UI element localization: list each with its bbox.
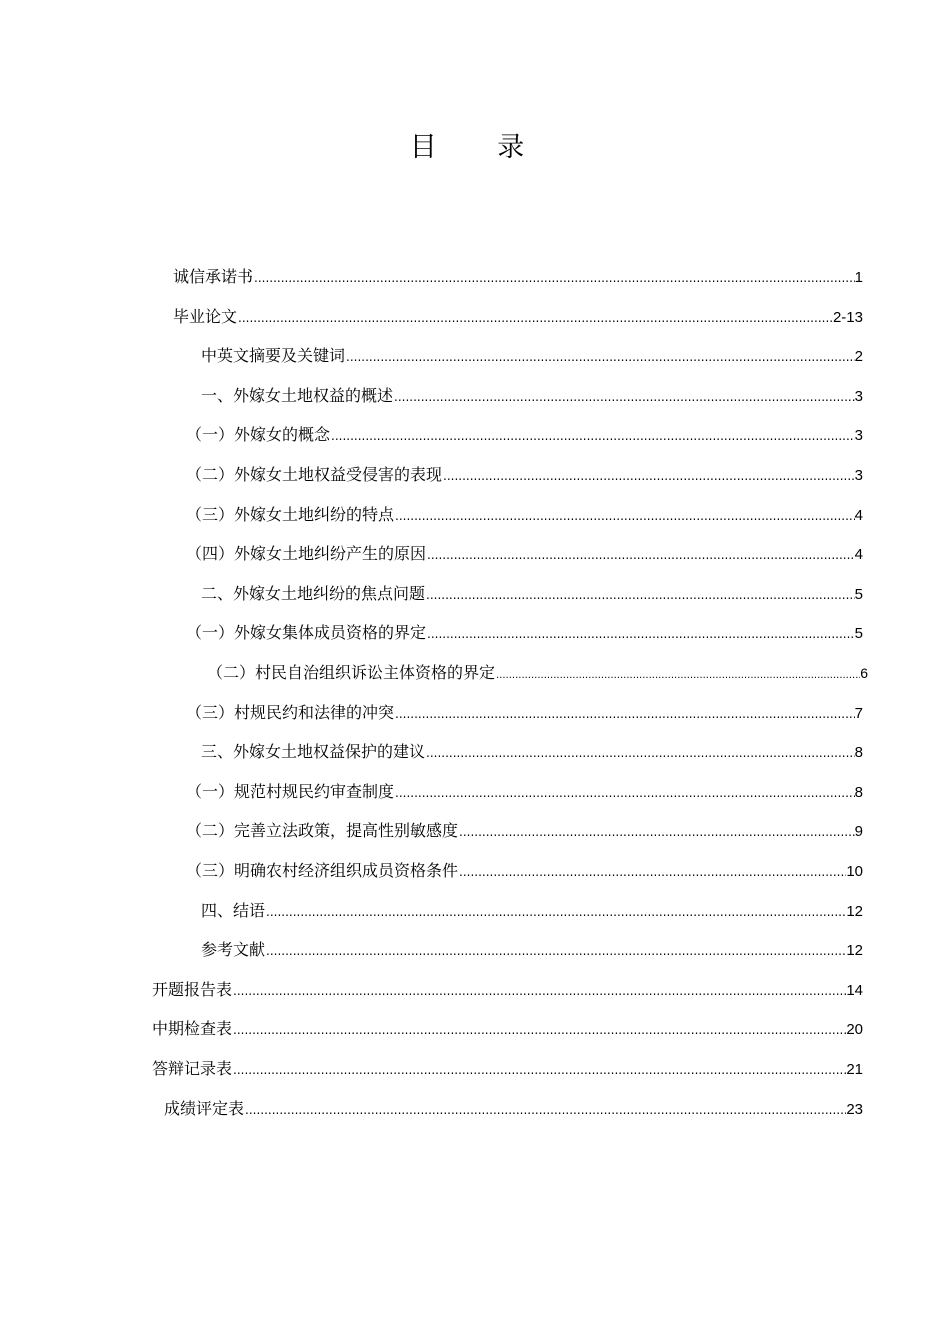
toc-entry-page: 4 bbox=[854, 507, 863, 524]
toc-entry[interactable] bbox=[152, 1054, 863, 1084]
toc-entry-label: （一）规范村规民约审查制度 bbox=[186, 782, 395, 801]
toc-entry-label: （四）外嫁女土地纠纷产生的原因 bbox=[186, 544, 427, 563]
toc-entry[interactable] bbox=[152, 1014, 863, 1044]
toc-entry-label: （二）外嫁女土地权益受侵害的表现 bbox=[186, 465, 443, 484]
toc-entry-label: （三）村规民约和法律的冲突 bbox=[186, 703, 395, 722]
toc-entry-page: 7 bbox=[854, 705, 863, 722]
dot-leader bbox=[393, 382, 855, 412]
toc-entry-label: 中英文摘要及关键词 bbox=[201, 346, 346, 365]
toc-entry[interactable] bbox=[186, 420, 863, 450]
toc-entry-label: （三）外嫁女土地纠纷的特点 bbox=[186, 505, 395, 524]
dot-leader bbox=[394, 778, 855, 808]
toc-entry-page: 8 bbox=[854, 744, 863, 761]
dot-leader bbox=[425, 580, 855, 610]
toc-entry[interactable] bbox=[186, 698, 863, 728]
toc-entry-page: 20 bbox=[846, 1021, 863, 1038]
toc-entry-page: 5 bbox=[854, 625, 863, 642]
toc-entry[interactable] bbox=[186, 856, 863, 886]
dot-leader bbox=[232, 976, 846, 1006]
dot-leader bbox=[330, 421, 855, 451]
toc-entry[interactable] bbox=[173, 302, 863, 332]
toc-entry[interactable] bbox=[186, 618, 863, 648]
toc-entry-label: 诚信承诺书 bbox=[173, 267, 254, 286]
toc-entry[interactable] bbox=[201, 896, 863, 926]
dot-leader bbox=[232, 1015, 846, 1045]
toc-entry-page: 3 bbox=[854, 427, 863, 444]
toc-entry[interactable] bbox=[207, 658, 868, 688]
dot-leader bbox=[265, 936, 846, 966]
toc-entry-page: 14 bbox=[846, 982, 863, 999]
toc-entry-page: 10 bbox=[846, 863, 863, 880]
toc-entry-label: 开题报告表 bbox=[152, 980, 233, 999]
toc-entry[interactable] bbox=[186, 777, 863, 807]
toc-entry-label: 参考文献 bbox=[201, 940, 266, 959]
toc-entry-label: （一）外嫁女集体成员资格的界定 bbox=[186, 623, 427, 642]
toc-entry-label: 答辩记录表 bbox=[152, 1059, 233, 1078]
toc-entry[interactable] bbox=[152, 975, 863, 1005]
toc-entry-page: 3 bbox=[854, 467, 863, 484]
toc-entry-page: 2 bbox=[854, 348, 863, 365]
dot-leader bbox=[495, 661, 860, 691]
dot-leader bbox=[425, 738, 855, 768]
toc-entry-page: 23 bbox=[846, 1101, 863, 1118]
dot-leader bbox=[265, 897, 846, 927]
toc-entry[interactable] bbox=[201, 737, 863, 767]
toc-entry-label: 四、结语 bbox=[201, 901, 266, 920]
dot-leader bbox=[237, 303, 833, 333]
toc-entry[interactable] bbox=[173, 262, 863, 292]
toc-entry-label: 成绩评定表 bbox=[164, 1099, 245, 1118]
toc-entry-label: 二、外嫁女土地纠纷的焦点问题 bbox=[201, 584, 426, 603]
toc-entry-label: （二）完善立法政策，提高性别敏感度 bbox=[186, 821, 459, 840]
toc-entry-label: 一、外嫁女土地权益的概述 bbox=[201, 386, 394, 405]
toc-entry-label: 毕业论文 bbox=[173, 307, 238, 326]
toc-entry-label: 中期检查表 bbox=[152, 1019, 233, 1038]
toc-entry[interactable] bbox=[201, 935, 863, 965]
toc-entry-label: （三）明确农村经济组织成员资格条件 bbox=[186, 861, 459, 880]
toc-title: 目 录 bbox=[409, 132, 551, 163]
toc-entry-page: 4 bbox=[854, 546, 863, 563]
toc-entry-label: （二）村民自治组织诉讼主体资格的界定 bbox=[207, 663, 496, 682]
toc-entry-page: 12 bbox=[846, 942, 863, 959]
dot-leader bbox=[442, 461, 855, 491]
dot-leader bbox=[458, 817, 855, 847]
toc-entry[interactable] bbox=[186, 816, 863, 846]
toc-entry[interactable] bbox=[186, 539, 863, 569]
toc-entry[interactable] bbox=[201, 579, 863, 609]
dot-leader bbox=[458, 857, 846, 887]
dot-leader bbox=[426, 619, 855, 649]
toc-entry-label: 三、外嫁女土地权益保护的建议 bbox=[201, 742, 426, 761]
dot-leader bbox=[345, 342, 855, 372]
dot-leader bbox=[426, 540, 855, 570]
dot-leader bbox=[244, 1095, 846, 1125]
toc-entry-page: 8 bbox=[854, 784, 863, 801]
toc-entry-page: 12 bbox=[846, 903, 863, 920]
dot-leader bbox=[394, 501, 855, 531]
dot-leader bbox=[253, 263, 855, 293]
toc-entry-page: 21 bbox=[846, 1061, 863, 1078]
toc-entry-page: 1 bbox=[854, 269, 863, 286]
toc-entry-page: 2-13 bbox=[832, 309, 863, 326]
toc-entry[interactable] bbox=[164, 1094, 863, 1124]
dot-leader bbox=[394, 699, 855, 729]
toc-entry-page: 3 bbox=[854, 388, 863, 405]
toc-entry[interactable] bbox=[186, 500, 863, 530]
toc-entry[interactable] bbox=[186, 460, 863, 490]
toc-entry-label: （一）外嫁女的概念 bbox=[186, 425, 331, 444]
dot-leader bbox=[232, 1055, 846, 1085]
toc-entry[interactable] bbox=[201, 381, 863, 411]
toc-entry-page: 5 bbox=[854, 586, 863, 603]
toc-entry-page: 6 bbox=[860, 665, 868, 681]
toc-entry[interactable] bbox=[201, 341, 863, 371]
toc-entry-page: 9 bbox=[854, 823, 863, 840]
